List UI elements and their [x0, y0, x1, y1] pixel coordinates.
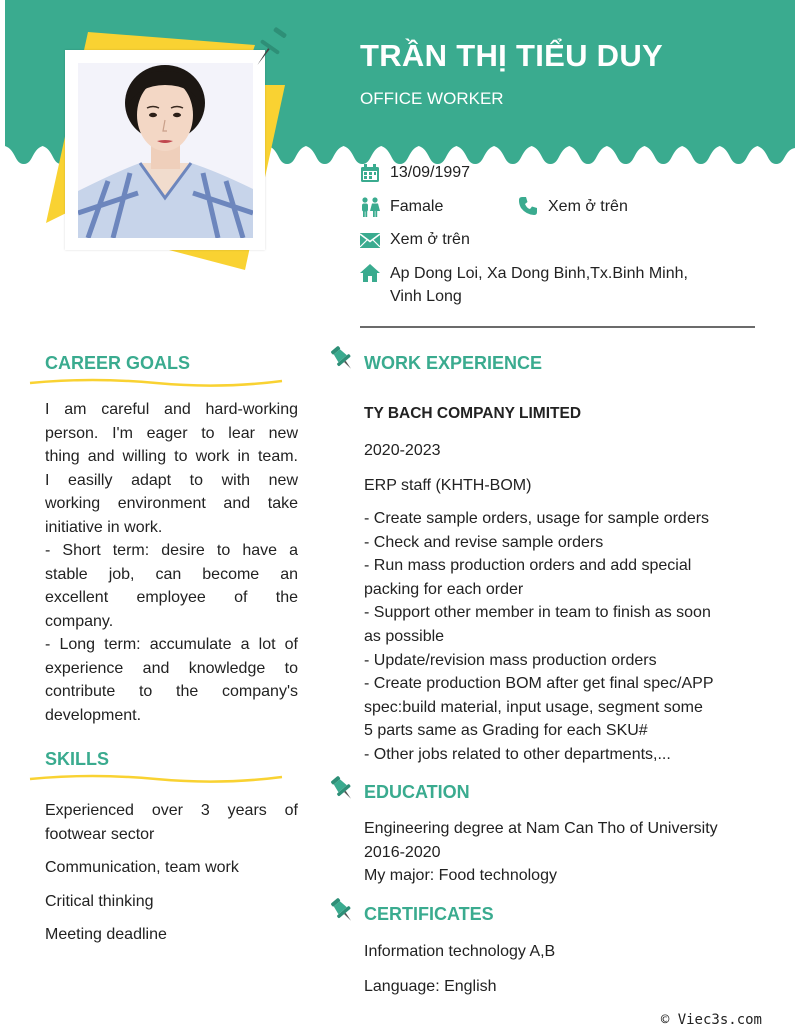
career-goals-line: experience and knowledge to [45, 659, 298, 677]
company-name: TY BACH COMPANY LIMITED [364, 405, 582, 422]
duty-line: - Create production BOM after get final spec/APP [364, 675, 714, 693]
education-line: 2016-2020 [364, 843, 441, 861]
career-goals-line: person. I'm eager to lear new [45, 424, 298, 442]
work-period: 2020-2023 [364, 442, 441, 459]
duty-line: - Update/revision mass production orders [364, 651, 657, 669]
footer-credit: © Viec3s.com [660, 1012, 762, 1028]
career-goals-line: thing and willing to work in team. [45, 448, 298, 465]
pushpin-icon [329, 344, 355, 372]
career-goals-line: I easilly adapt to with new [45, 471, 298, 489]
skills-underline [28, 772, 284, 784]
pushpin-icon [329, 896, 355, 924]
pushpin-icon [329, 774, 355, 802]
work-position: ERP staff (KHTH-BOM) [364, 477, 532, 494]
education-title: EDUCATION [364, 782, 470, 802]
email-icon [360, 233, 380, 248]
skill-item: Experienced over 3 years of [45, 802, 298, 819]
home-icon [360, 264, 380, 282]
gender: Famale [390, 198, 444, 215]
career-goals-underline [28, 376, 284, 388]
job-title: OFFICE WORKER [360, 89, 504, 108]
education-line: Engineering degree at Nam Can Tho of University [364, 820, 718, 837]
address-line-1: Ap Dong Loi, Xa Dong Binh,Tx.Binh Minh, [390, 265, 688, 282]
duty-line: - Check and revise sample orders [364, 533, 604, 551]
candidate-name: TRẦN THỊ TIỂU DUY [360, 38, 664, 73]
work-experience-title: WORK EXPERIENCE [364, 353, 543, 373]
career-goals-line: - Long term: accumulate a lot of [45, 636, 298, 653]
duty-line: 5 parts same as Grading for each SKU# [364, 722, 648, 740]
email: Xem ở trên [390, 231, 470, 248]
certificate-item: Language: English [364, 978, 497, 995]
career-goals-line: company. [45, 612, 114, 630]
education-line: My major: Food technology [364, 867, 557, 884]
career-goals-line: excellent employee of the [45, 589, 298, 606]
skills-title: SKILLS [45, 749, 110, 769]
duty-line: as possible [364, 628, 445, 645]
phone: Xem ở trên [548, 198, 628, 215]
birthday: 13/09/1997 [390, 164, 471, 181]
career-goals-line: working environment and take [45, 495, 298, 512]
skill-item: Meeting deadline [45, 926, 167, 943]
duty-line: - Create sample orders, usage for sample orders [364, 510, 710, 527]
career-goals-title: CAREER GOALS [45, 353, 191, 373]
photo-frame [65, 50, 265, 250]
certificate-item: Information technology A,B [364, 943, 556, 960]
career-goals-line: - Short term: desire to have a [45, 542, 298, 559]
address-line-2: Vinh Long [390, 288, 462, 305]
career-goals-line: development. [45, 706, 142, 724]
skill-item: Communication, team work [45, 859, 239, 876]
career-goals-line: contribute to the company's [45, 683, 298, 700]
duty-line: - Support other member in team to finish as soon [364, 604, 711, 622]
gender-icon [360, 197, 380, 217]
career-goals-line: I am careful and hard-working [45, 401, 298, 418]
calendar-icon [360, 164, 380, 183]
certificates-title: CERTIFICATES [364, 904, 494, 924]
duty-line: - Run mass production orders and add special [364, 557, 692, 575]
profile-photo [78, 63, 253, 238]
skill-item: Critical thinking [45, 893, 154, 910]
duty-line: - Other jobs related to other departments,... [364, 746, 671, 763]
career-goals-line: stable job, can become an [45, 565, 298, 583]
duty-line: spec:build material, input usage, segment some [364, 698, 703, 716]
header-divider [360, 326, 755, 328]
skill-item: footwear sector [45, 825, 155, 843]
duty-line: packing for each order [364, 580, 524, 598]
career-goals-line: initiative in work. [45, 518, 163, 536]
phone-icon [518, 196, 538, 216]
pushpin-icon [250, 25, 290, 73]
